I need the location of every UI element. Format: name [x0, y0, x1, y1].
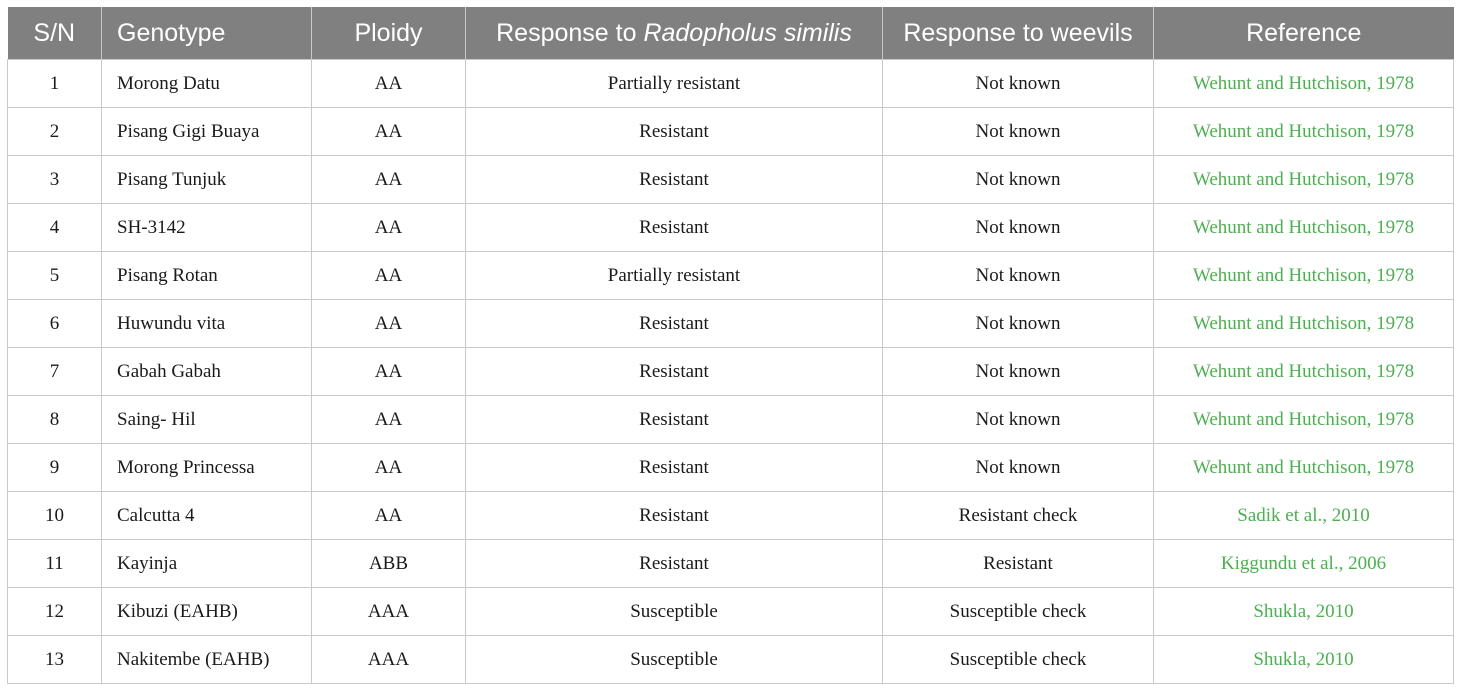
cell-ploidy: AAA [312, 588, 466, 636]
cell-response-weevils: Not known [883, 204, 1154, 252]
cell-ploidy: AA [312, 156, 466, 204]
cell-response-weevils: Not known [883, 300, 1154, 348]
cell-sn: 8 [8, 396, 102, 444]
cell-reference-link[interactable]: Wehunt and Hutchison, 1978 [1154, 396, 1454, 444]
table-row [8, 540, 1454, 588]
table-header [8, 7, 1454, 60]
cell-ploidy: AA [312, 204, 466, 252]
cell-reference-link[interactable]: Wehunt and Hutchison, 1978 [1154, 348, 1454, 396]
cell-genotype: Kibuzi (EAHB) [102, 588, 312, 636]
header-sn: S/N [8, 7, 102, 60]
cell-response-radopholus: Resistant [466, 444, 883, 492]
header-reference: Reference [1154, 7, 1454, 60]
cell-sn: 10 [8, 492, 102, 540]
cell-genotype: Morong Princessa [102, 444, 312, 492]
cell-ploidy: AA [312, 60, 466, 108]
cell-response-radopholus: Resistant [466, 492, 883, 540]
table-row [8, 108, 1454, 156]
table-row [8, 60, 1454, 108]
cell-reference-link[interactable]: Wehunt and Hutchison, 1978 [1154, 300, 1454, 348]
cell-ploidy: AA [312, 108, 466, 156]
header-species-name: Radopholus similis [643, 18, 852, 47]
cell-ploidy: AA [312, 348, 466, 396]
header-ploidy: Ploidy [312, 7, 466, 60]
cell-response-radopholus: Susceptible [466, 636, 883, 684]
table-row [8, 636, 1454, 684]
cell-ploidy: AA [312, 396, 466, 444]
cell-genotype: Saing- Hil [102, 396, 312, 444]
cell-genotype: Gabah Gabah [102, 348, 312, 396]
cell-response-weevils: Not known [883, 108, 1154, 156]
cell-reference-link[interactable]: Wehunt and Hutchison, 1978 [1154, 444, 1454, 492]
genotype-table-container [7, 7, 1453, 684]
cell-reference-link[interactable]: Wehunt and Hutchison, 1978 [1154, 204, 1454, 252]
cell-sn: 3 [8, 156, 102, 204]
cell-response-weevils: Not known [883, 348, 1154, 396]
cell-ploidy: AA [312, 252, 466, 300]
cell-response-weevils: Not known [883, 156, 1154, 204]
cell-genotype: Huwundu vita [102, 300, 312, 348]
cell-genotype: SH-3142 [102, 204, 312, 252]
header-response-weevils: Response to weevils [883, 7, 1154, 60]
cell-sn: 2 [8, 108, 102, 156]
cell-reference-link[interactable]: Kiggundu et al., 2006 [1154, 540, 1454, 588]
cell-response-radopholus: Resistant [466, 204, 883, 252]
cell-reference-link[interactable]: Wehunt and Hutchison, 1978 [1154, 252, 1454, 300]
cell-sn: 5 [8, 252, 102, 300]
table-row [8, 156, 1454, 204]
cell-ploidy: AA [312, 492, 466, 540]
cell-response-weevils: Not known [883, 396, 1154, 444]
table-row [8, 300, 1454, 348]
cell-sn: 4 [8, 204, 102, 252]
cell-genotype: Morong Datu [102, 60, 312, 108]
cell-response-radopholus: Susceptible [466, 588, 883, 636]
cell-reference-link[interactable]: Wehunt and Hutchison, 1978 [1154, 60, 1454, 108]
cell-sn: 13 [8, 636, 102, 684]
cell-sn: 1 [8, 60, 102, 108]
cell-response-radopholus: Resistant [466, 396, 883, 444]
cell-response-radopholus: Resistant [466, 156, 883, 204]
cell-response-weevils: Susceptible check [883, 588, 1154, 636]
table-body [8, 60, 1454, 684]
cell-genotype: Calcutta 4 [102, 492, 312, 540]
cell-response-radopholus: Partially resistant [466, 252, 883, 300]
table-row [8, 444, 1454, 492]
cell-response-weevils: Not known [883, 444, 1154, 492]
cell-response-radopholus: Resistant [466, 300, 883, 348]
cell-genotype: Pisang Tunjuk [102, 156, 312, 204]
cell-response-weevils: Resistant check [883, 492, 1154, 540]
cell-reference-link[interactable]: Wehunt and Hutchison, 1978 [1154, 108, 1454, 156]
cell-response-radopholus: Partially resistant [466, 60, 883, 108]
table-row [8, 492, 1454, 540]
table-row [8, 204, 1454, 252]
cell-sn: 6 [8, 300, 102, 348]
cell-sn: 12 [8, 588, 102, 636]
cell-reference-link[interactable]: Shukla, 2010 [1154, 588, 1454, 636]
cell-response-weevils: Not known [883, 252, 1154, 300]
cell-ploidy: ABB [312, 540, 466, 588]
cell-reference-link[interactable]: Sadik et al., 2010 [1154, 492, 1454, 540]
cell-genotype: Nakitembe (EAHB) [102, 636, 312, 684]
header-response-radopholus [466, 7, 883, 60]
cell-genotype: Pisang Rotan [102, 252, 312, 300]
cell-ploidy: AA [312, 300, 466, 348]
cell-ploidy: AA [312, 444, 466, 492]
header-response-prefix: Response to [496, 18, 644, 47]
header-row [8, 7, 1454, 60]
cell-response-radopholus: Resistant [466, 540, 883, 588]
header-genotype: Genotype [102, 7, 312, 60]
cell-sn: 7 [8, 348, 102, 396]
table-row [8, 396, 1454, 444]
cell-response-radopholus: Resistant [466, 108, 883, 156]
table-row [8, 252, 1454, 300]
cell-genotype: Pisang Gigi Buaya [102, 108, 312, 156]
cell-reference-link[interactable]: Shukla, 2010 [1154, 636, 1454, 684]
cell-sn: 9 [8, 444, 102, 492]
cell-reference-link[interactable]: Wehunt and Hutchison, 1978 [1154, 156, 1454, 204]
cell-response-weevils: Susceptible check [883, 636, 1154, 684]
table-row [8, 588, 1454, 636]
genotype-table [7, 7, 1454, 684]
cell-ploidy: AAA [312, 636, 466, 684]
table-row [8, 348, 1454, 396]
cell-genotype: Kayinja [102, 540, 312, 588]
cell-response-weevils: Resistant [883, 540, 1154, 588]
cell-response-weevils: Not known [883, 60, 1154, 108]
cell-sn: 11 [8, 540, 102, 588]
cell-response-radopholus: Resistant [466, 348, 883, 396]
